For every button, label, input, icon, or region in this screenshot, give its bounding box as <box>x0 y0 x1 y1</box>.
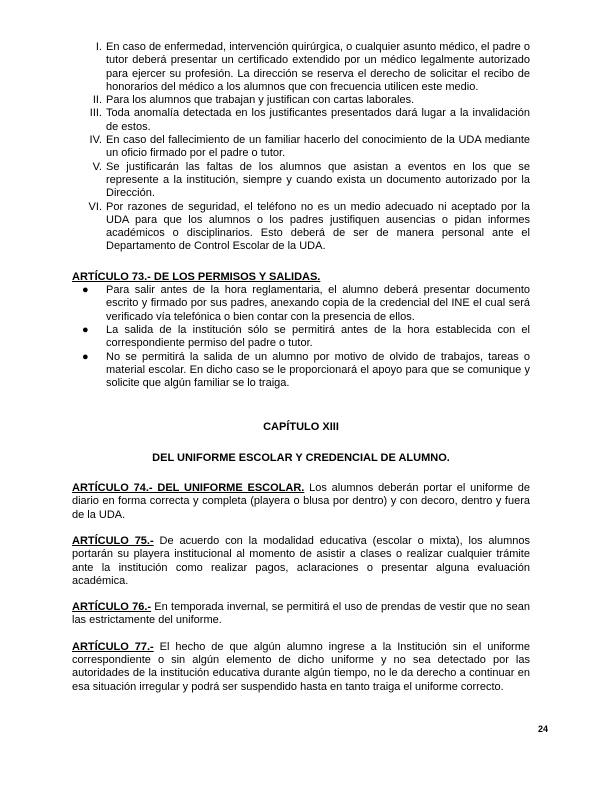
article-77-label: ARTÍCULO 77.- <box>72 640 154 653</box>
article-76-label: ARTÍCULO 76.- <box>72 601 152 614</box>
list-item <box>72 94 530 107</box>
chapter-title: DEL UNIFORME ESCOLAR Y CREDENCIAL DE ALUMNO. <box>152 451 450 464</box>
list-item-number: III. <box>89 107 102 120</box>
article-77 <box>72 641 530 694</box>
bullet-icon: ● <box>82 323 89 336</box>
list-item-text: Por razones de seguridad, el teléfono no es un medio adecuado ni aceptado por la UDA para que los alumnos o los padres justifiquen ausencias o pidan informes académicos o disciplinarios. Esto deberá de ser de manera personal ante el Departamento de Control Escolar de la UDA. <box>106 200 530 253</box>
bullet-item <box>72 284 530 324</box>
article-74 <box>72 482 530 522</box>
article-75-label: ARTÍCULO 75.- <box>72 534 154 547</box>
article-73-heading: ARTÍCULO 73.- DE LOS PERMISOS Y SALIDAS. <box>72 270 321 283</box>
bullet-icon: ● <box>82 350 89 363</box>
list-item <box>72 41 530 94</box>
page-content <box>72 41 530 694</box>
article-75-text: De acuerdo con la modalidad educativa (escolar o mixta), los alumnos portarán su playera institucional al momento de asistir a clases o realizar cualquier trámite ante la institución como realizar pagos, aclaraciones o presentar alguna evaluación académica. <box>72 534 531 587</box>
list-item-text: Toda anomalía detectada en los justificantes presentados dará lugar a la invalidación de estos. <box>106 107 530 133</box>
article-74-label: ARTÍCULO 74.- DEL UNIFORME ESCOLAR. <box>72 482 305 495</box>
list-item-number: I. <box>95 41 102 53</box>
list-item <box>72 161 530 201</box>
page-number: 24 <box>537 724 548 734</box>
bullet-item <box>72 351 530 391</box>
list-item-number: V. <box>92 160 102 173</box>
list-item-number: IV. <box>89 134 102 147</box>
justification-list <box>72 41 530 254</box>
list-item <box>72 134 530 161</box>
article-76-text: En temporada invernal, se permitirá el uso de prendas de vestir que no sean las estrictamente del uniforme. <box>72 601 530 627</box>
chapter-number: CAPÍTULO XIII <box>263 421 339 434</box>
list-item-text: En caso del fallecimiento de un familiar hacerlo del conocimiento de la UDA mediante un oficio firmado por el padre o tutor. <box>106 134 530 160</box>
article-75 <box>72 535 530 588</box>
bullet-text: La salida de la institución sólo se permitirá antes de la hora establecida con el correspondiente permiso del padre o tutor. <box>106 323 530 350</box>
article-74-text: Los alumnos deberán portar el uniforme de diario en forma correcta y completa (playera o blusa por dentro) y con decoro, dentro y fuera de la UDA. <box>72 482 531 521</box>
bullet-icon: ● <box>82 284 89 297</box>
permissions-list <box>72 284 530 390</box>
article-76 <box>72 601 530 628</box>
list-item <box>72 201 530 254</box>
list-item-text: En caso de enfermedad, intervención quirúrgica, o cualquier asunto médico, el padre o tutor deberá presentar un certificado extendido por un médico legalmente autorizado para ejercer su profesión. La dirección se reserva el derecho de solicitar el recibo de honorarios del médico a los alumnos que con frecuencia utilicen este medio. <box>106 41 530 93</box>
list-item-text: Para los alumnos que trabajan y justifican con cartas laborales. <box>106 94 415 107</box>
list-item <box>72 107 530 134</box>
list-item-number: VI. <box>88 200 102 213</box>
list-item-number: II. <box>92 94 102 107</box>
bullet-text: No se permitirá la salida de un alumno por motivo de olvido de trabajos, tareas o material escolar. En dicho caso se le proporcionará el apoyo para que se comunique y solicite que algún familiar se lo traiga. <box>106 350 530 390</box>
list-item-text: Se justificarán las faltas de los alumnos que asistan a eventos en los que se represente a la institución, siempre y cuando exista un documento autorizado por la Dirección. <box>106 160 530 200</box>
article-77-text: El hecho de que algún alumno ingrese a la Institución sin el uniforme correspondiente o sin algún elemento de dicho uniforme y no sea detectado por las autoridades de la institución educativa durante algún tiempo, no le da derecho a continuar en esa situación irregular y podrá ser suspendido hasta en tanto traiga el uniforme correcto. <box>72 640 531 693</box>
bullet-text: Para salir antes de la hora reglamentaria, el alumno deberá presentar documento escrito y firmado por sus padres, anexando copia de la credencial del INE el cual será verificado vía telefónica o bien contar con la presencia de ellos. <box>106 284 530 323</box>
bullet-item <box>72 324 530 351</box>
